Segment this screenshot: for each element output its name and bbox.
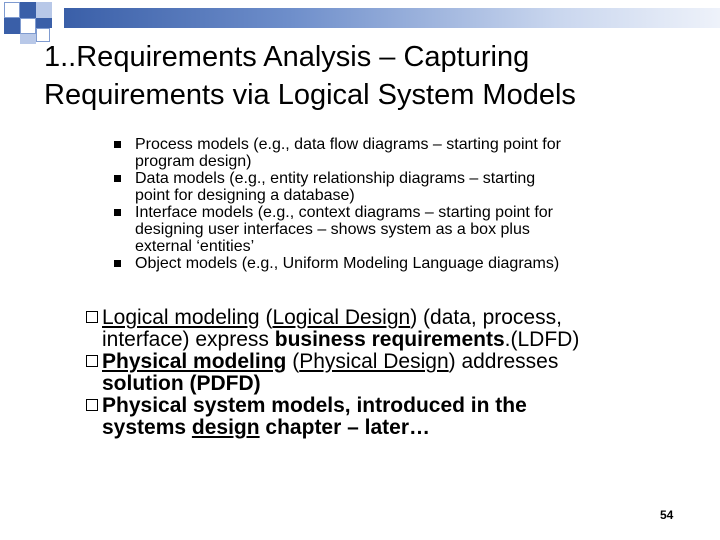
list-item-interface-models [108,204,698,255]
text-fragment: interface) express [102,328,275,351]
term-business-requirements: business requirements [274,328,505,351]
header-gradient-bar [64,8,720,28]
slide-title [44,38,694,114]
term-physical-modeling: Physical modeling [102,350,287,373]
text-fragment: chapter – later… [259,416,430,439]
list-item-text: Data models (e.g., entity relationship diagrams – starting [135,170,536,187]
term-physical-design: Physical Design [299,350,449,373]
list-item-text: Process models (e.g., data flow diagrams – starting point for [135,136,561,153]
text-fragment: ) (data, process, [410,306,562,329]
page-number: 54 [660,508,674,522]
list-item-object-models [108,255,698,272]
text-fragment: ) addresses [448,350,559,373]
modeling-points-list [86,307,686,439]
list-item-physical-modeling [86,351,686,395]
term-logical-design: Logical Design [272,306,411,329]
text-fragment: systems [102,416,192,439]
checkbox-bullet-icon [86,311,98,323]
model-types-list [108,136,698,272]
text-fragment: ( [259,306,273,329]
list-item-text: point for designing a database) [135,187,355,204]
text-fragment: ( [286,350,300,373]
list-item-text: program design) [135,153,252,170]
list-item-data-models [108,170,698,204]
checkbox-bullet-icon [86,355,98,367]
list-item-logical-modeling [86,307,686,351]
checkbox-bullet-icon [86,399,98,411]
slide-title-line-2: Requirements via Logical System Models [44,79,576,111]
list-item-text: external ‘entities’ [135,238,255,255]
term-design: design [191,416,260,439]
square-bullet-icon [114,141,121,148]
list-item-process-models [108,136,698,170]
slide-title-line-1: 1..Requirements Analysis – Capturing [44,41,530,73]
text-fragment: solution (PDFD) [102,372,261,395]
list-item-physical-system-models [86,395,686,439]
text-fragment: Physical system models, introduced in the [102,394,527,417]
term-logical-modeling: Logical modeling [102,306,260,329]
square-bullet-icon [114,175,121,182]
square-bullet-icon [114,260,121,267]
text-fragment: .(LDFD) [504,328,580,351]
list-item-text: Interface models (e.g., context diagrams – starting point for [135,204,553,221]
list-item-text: designing user interfaces – shows system as a box plus [135,221,530,238]
square-bullet-icon [114,209,121,216]
list-item-text: Object models (e.g., Uniform Modeling Language diagrams) [135,255,560,272]
